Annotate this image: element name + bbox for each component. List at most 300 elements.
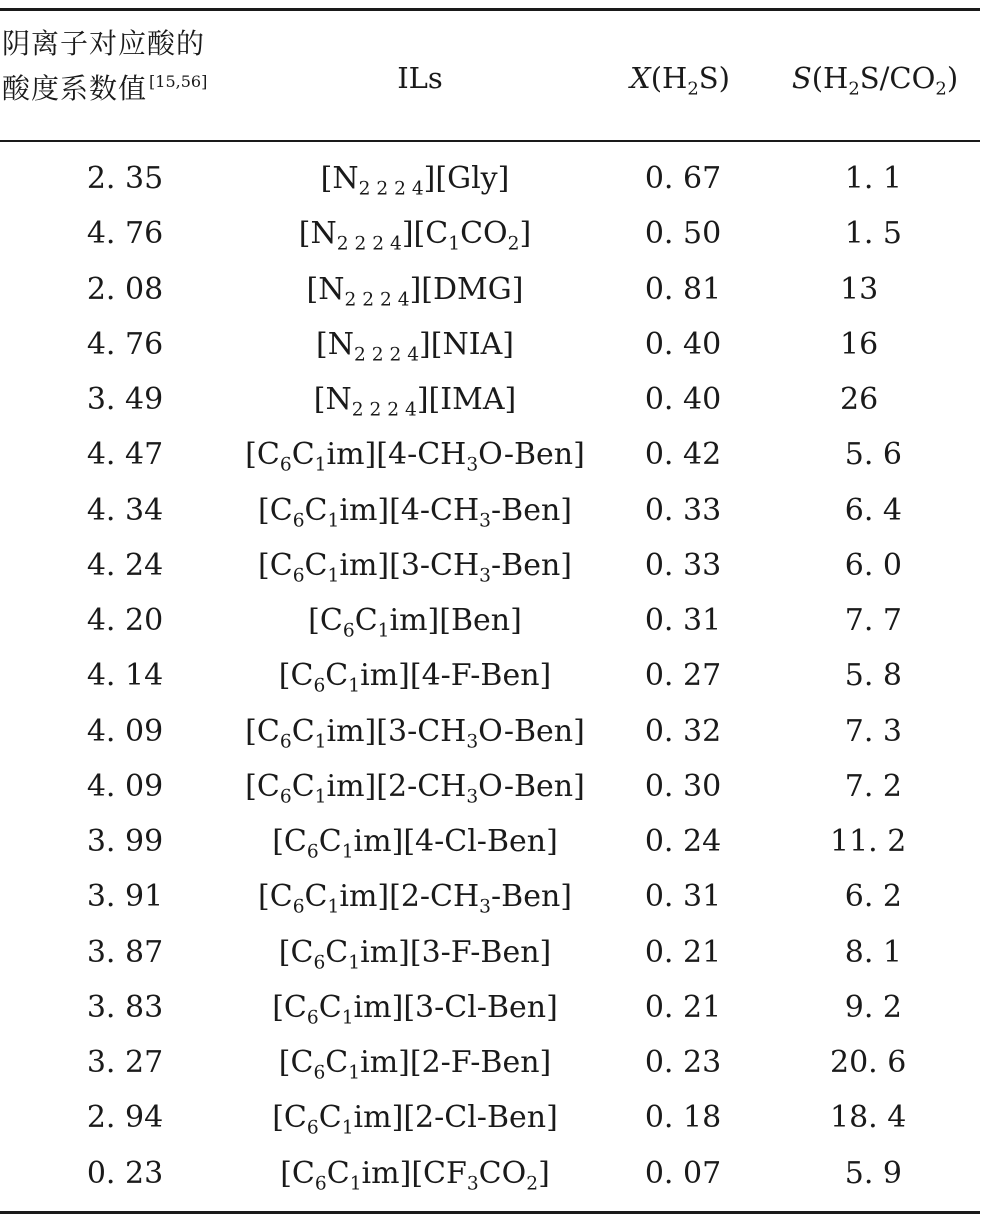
table-row bbox=[0, 319, 992, 374]
table-row bbox=[0, 540, 992, 595]
bracket-open: [ bbox=[409, 934, 422, 970]
selectivity-cell: 11. 2 bbox=[830, 824, 907, 859]
cation-text: im bbox=[326, 768, 365, 804]
ionic-liquid-cell bbox=[215, 824, 615, 863]
bracket-close: ] bbox=[573, 768, 585, 804]
bracket-open: [ bbox=[435, 161, 448, 196]
cation-text: C bbox=[290, 934, 314, 970]
table-row bbox=[0, 1037, 992, 1092]
header-s-h2s-co2 bbox=[770, 56, 980, 100]
header-s-var: S bbox=[791, 61, 812, 95]
table-row bbox=[0, 927, 992, 982]
table-row bbox=[0, 1092, 992, 1147]
pka-cell: 2. 08 bbox=[86, 271, 164, 307]
cation-text: C bbox=[291, 1155, 315, 1191]
bracket-close: ] bbox=[573, 713, 585, 749]
cation-subscript: 6 bbox=[279, 454, 292, 476]
anion-text: 2-Cl-Ben bbox=[415, 1100, 547, 1136]
x-h2s-cell: 0. 42 bbox=[644, 437, 722, 473]
cation-subscript: 1 bbox=[327, 565, 340, 587]
bracket-close: ] bbox=[391, 989, 404, 1025]
bracket-open: [ bbox=[411, 1155, 424, 1191]
ionic-liquid-cell bbox=[215, 382, 615, 421]
bracket-open: [ bbox=[313, 382, 326, 417]
anion-text: 4-CH bbox=[400, 492, 480, 528]
bracket-open: [ bbox=[245, 713, 257, 749]
anion-text: 2-CH bbox=[400, 879, 480, 915]
bracket-close: ] bbox=[560, 879, 572, 915]
bracket-open: [ bbox=[258, 492, 270, 528]
x-h2s-cell: 0. 67 bbox=[644, 161, 722, 196]
cation-text: C bbox=[304, 547, 328, 583]
anion-text: DMG bbox=[433, 271, 512, 307]
header-acidity-reference: [15,56] bbox=[149, 72, 208, 91]
x-h2s-cell: 0. 31 bbox=[644, 603, 722, 638]
bracket-close: ] bbox=[364, 437, 377, 473]
selectivity-cell: 6. 2 bbox=[844, 879, 902, 915]
x-h2s-cell: 0. 50 bbox=[644, 216, 722, 252]
anion-text: IMA bbox=[440, 382, 505, 417]
selectivity-cell: 5. 8 bbox=[844, 658, 902, 694]
bracket-close: ] bbox=[560, 492, 572, 528]
cation-text: C bbox=[325, 934, 349, 970]
ionic-liquid-cell bbox=[215, 658, 615, 697]
header-acidity-constant bbox=[2, 22, 252, 111]
anion-subscript: 3 bbox=[466, 454, 479, 476]
anion-text: 4-Cl-Ben bbox=[415, 824, 547, 859]
cation-text: C bbox=[290, 1045, 314, 1080]
cation-text: im bbox=[339, 547, 378, 583]
header-x-rest: S) bbox=[698, 61, 730, 95]
cation-text: C bbox=[291, 437, 315, 473]
selectivity-cell: 9. 2 bbox=[844, 989, 902, 1025]
bracket-close: ] bbox=[364, 768, 377, 804]
bracket-close: ] bbox=[539, 658, 552, 694]
cation-subscript: 6 bbox=[306, 841, 319, 863]
cation-text: C bbox=[283, 1100, 307, 1136]
cation-text: C bbox=[256, 768, 280, 804]
cation-text: C bbox=[256, 437, 280, 473]
anion-text: O-Ben bbox=[478, 768, 574, 804]
pka-cell: 4. 09 bbox=[86, 768, 164, 804]
bracket-open: [ bbox=[428, 382, 441, 417]
bracket-close: ] bbox=[502, 326, 514, 362]
bracket-close: ] bbox=[539, 1045, 552, 1080]
anion-text: Ben bbox=[450, 603, 511, 638]
bracket-open: [ bbox=[376, 713, 388, 749]
pka-cell: 3. 49 bbox=[86, 382, 164, 417]
bracket-close: ] bbox=[539, 934, 552, 970]
bracket-open: [ bbox=[403, 824, 416, 859]
bracket-open: [ bbox=[245, 437, 257, 473]
x-h2s-cell: 0. 30 bbox=[644, 768, 722, 804]
ionic-liquid-cell bbox=[215, 768, 615, 808]
anion-text: O-Ben bbox=[478, 437, 574, 473]
table-row bbox=[0, 1148, 992, 1203]
cation-text: im bbox=[353, 824, 392, 859]
bracket-open: [ bbox=[272, 824, 284, 859]
anion-subscript: 3 bbox=[479, 565, 492, 587]
bracket-open: [ bbox=[316, 326, 328, 362]
bracket-open: [ bbox=[320, 161, 333, 196]
table-row bbox=[0, 208, 992, 263]
ionic-liquid-cell bbox=[215, 1045, 615, 1084]
pka-cell: 3. 99 bbox=[86, 824, 164, 859]
bracket-close: ] bbox=[497, 161, 510, 196]
pka-cell: 2. 35 bbox=[86, 161, 164, 196]
cation-subscript: 6 bbox=[306, 1117, 319, 1139]
table-row bbox=[0, 871, 992, 926]
selectivity-cell: 8. 1 bbox=[844, 934, 902, 970]
bracket-open: [ bbox=[278, 658, 291, 694]
ionic-liquid-cell bbox=[215, 879, 615, 918]
pka-cell: 4. 24 bbox=[86, 547, 164, 583]
x-h2s-cell: 0. 27 bbox=[644, 658, 722, 694]
pka-cell: 4. 34 bbox=[86, 492, 164, 528]
anion-text: 3-CH bbox=[400, 547, 480, 583]
cation-subscript: 1 bbox=[348, 1062, 361, 1084]
bracket-open: [ bbox=[272, 1100, 284, 1136]
anion-subscript: 3 bbox=[466, 731, 479, 752]
bracket-close: ] bbox=[519, 216, 532, 252]
bracket-open: [ bbox=[439, 603, 451, 638]
cation-text: im bbox=[360, 658, 399, 694]
cation-subscript: 6 bbox=[279, 786, 292, 808]
cation-text: C bbox=[291, 713, 315, 749]
anion-text: CO bbox=[460, 216, 508, 252]
x-h2s-cell: 0. 81 bbox=[644, 271, 722, 307]
bracket-open: [ bbox=[403, 989, 416, 1025]
table-row bbox=[0, 706, 992, 761]
header-s-sub: 2 bbox=[848, 78, 860, 100]
bracket-open: [ bbox=[403, 1100, 416, 1136]
cation-text: im bbox=[326, 713, 365, 749]
selectivity-cell: 7. 7 bbox=[844, 603, 902, 638]
bracket-close: ] bbox=[364, 713, 377, 749]
bracket-open: [ bbox=[389, 547, 401, 583]
ionic-liquid-cell bbox=[215, 161, 615, 200]
pka-cell: 2. 94 bbox=[86, 1100, 164, 1136]
bracket-open: [ bbox=[280, 1155, 292, 1191]
cation-subscript: 1 bbox=[349, 1173, 362, 1194]
anion-text: CO bbox=[478, 1155, 527, 1191]
table-row bbox=[0, 153, 992, 208]
cation-text: C bbox=[269, 879, 293, 915]
selectivity-cell: 7. 2 bbox=[844, 768, 902, 804]
table-row bbox=[0, 374, 992, 429]
cation-text: C bbox=[318, 824, 342, 859]
table-header-rule bbox=[0, 140, 980, 142]
cation-subscript: 6 bbox=[279, 731, 292, 752]
bracket-close: ] bbox=[538, 1155, 550, 1191]
cation-subscript: 1 bbox=[327, 896, 340, 918]
selectivity-cell: 1. 1 bbox=[844, 161, 902, 196]
anion-text: NIA bbox=[442, 326, 503, 362]
cation-text: C bbox=[354, 603, 378, 638]
selectivity-cell: 6. 4 bbox=[844, 492, 902, 528]
bracket-open: [ bbox=[413, 216, 426, 252]
header-x-var: X bbox=[630, 61, 651, 95]
selectivity-cell: 18. 4 bbox=[830, 1100, 907, 1136]
bracket-close: ] bbox=[427, 603, 440, 638]
bracket-close: ] bbox=[399, 1155, 412, 1191]
ionic-liquid-cell bbox=[215, 216, 615, 255]
cation-text: C bbox=[325, 1045, 349, 1080]
cation-subscript: 1 bbox=[327, 510, 340, 531]
selectivity-cell: 5. 6 bbox=[844, 437, 902, 473]
cation-subscript: 6 bbox=[292, 565, 305, 587]
cation-text: N bbox=[327, 326, 354, 362]
cation-text: C bbox=[318, 989, 342, 1025]
cation-text: im bbox=[339, 879, 378, 915]
cation-text: C bbox=[304, 879, 328, 915]
bracket-close: ] bbox=[377, 879, 390, 915]
bracket-close: ] bbox=[416, 382, 429, 417]
cation-text: im bbox=[353, 1100, 392, 1136]
anion-subscript: 2 bbox=[526, 1173, 539, 1194]
selectivity-cell: 6. 0 bbox=[844, 547, 902, 583]
selectivity-cell: 5. 9 bbox=[844, 1155, 902, 1191]
header-x-open: ( bbox=[650, 61, 663, 95]
pka-cell: 4. 09 bbox=[86, 713, 164, 749]
table-row bbox=[0, 982, 992, 1037]
bracket-open: [ bbox=[278, 934, 291, 970]
bracket-open: [ bbox=[298, 216, 311, 252]
bracket-open: [ bbox=[409, 658, 422, 694]
anion-text: 4-CH bbox=[387, 437, 467, 473]
bracket-open: [ bbox=[389, 492, 401, 528]
anion-subscript: 1 bbox=[448, 233, 461, 255]
anion-text: 3-Cl-Ben bbox=[415, 989, 547, 1025]
cation-subscript: 6 bbox=[313, 1062, 326, 1084]
header-x-h2s bbox=[600, 56, 760, 100]
cation-text: C bbox=[283, 989, 307, 1025]
ionic-liquid-cell bbox=[215, 1155, 615, 1194]
bracket-open: [ bbox=[376, 768, 388, 804]
table-body bbox=[0, 153, 992, 1203]
cation-text: im bbox=[326, 437, 365, 473]
pka-cell: 4. 20 bbox=[86, 603, 164, 638]
bracket-close: ] bbox=[546, 824, 558, 859]
cation-text: im bbox=[353, 989, 392, 1025]
header-s-sub2: 2 bbox=[935, 78, 947, 100]
bracket-open: [ bbox=[258, 879, 270, 915]
anion-text: 3-F-Ben bbox=[421, 934, 540, 970]
cation-subscript: 1 bbox=[348, 952, 361, 973]
bracket-close: ] bbox=[377, 492, 390, 528]
bracket-close: ] bbox=[504, 382, 517, 417]
cation-subscript: 6 bbox=[313, 675, 326, 697]
ionic-liquid-cell bbox=[215, 271, 615, 310]
cation-subscript: 1 bbox=[348, 675, 361, 697]
bracket-close: ] bbox=[409, 271, 422, 307]
table-row bbox=[0, 816, 992, 871]
table-row bbox=[0, 595, 992, 650]
cation-text: im bbox=[360, 1045, 399, 1080]
table-top-rule bbox=[0, 8, 980, 11]
cation-text: C bbox=[325, 658, 349, 694]
header-acidity-line1: 阴离子对应酸的 bbox=[2, 27, 206, 60]
pka-cell: 0. 23 bbox=[86, 1155, 164, 1191]
selectivity-cell: 20. 6 bbox=[830, 1045, 907, 1080]
x-h2s-cell: 0. 40 bbox=[644, 382, 722, 417]
anion-text: -Ben bbox=[491, 492, 561, 528]
x-h2s-cell: 0. 33 bbox=[644, 547, 722, 583]
cation-subscript: 6 bbox=[313, 952, 326, 973]
bracket-open: [ bbox=[409, 1045, 422, 1080]
ionic-liquid-cell bbox=[215, 603, 615, 642]
selectivity-cell: 7. 3 bbox=[844, 713, 902, 749]
ionic-liquid-cell bbox=[215, 326, 615, 366]
cation-text: im bbox=[339, 492, 378, 528]
cation-text: C bbox=[291, 768, 315, 804]
selectivity-cell: 26 bbox=[840, 382, 879, 417]
cation-text: N bbox=[310, 216, 337, 252]
table-row bbox=[0, 429, 992, 484]
x-h2s-cell: 0. 40 bbox=[644, 326, 722, 362]
ionic-liquid-cell bbox=[215, 989, 615, 1029]
cation-subscript: 1 bbox=[377, 620, 390, 642]
header-ils: ILs bbox=[397, 61, 443, 95]
cation-subscript: 1 bbox=[341, 1117, 354, 1139]
table-row bbox=[0, 761, 992, 816]
cation-subscript: 1 bbox=[314, 454, 327, 476]
cation-text: im bbox=[361, 1155, 400, 1191]
header-s-close: ) bbox=[946, 61, 959, 95]
bracket-open: [ bbox=[278, 1045, 291, 1080]
pka-cell: 4. 76 bbox=[86, 216, 164, 252]
x-h2s-cell: 0. 21 bbox=[644, 934, 722, 970]
anion-text: -Ben bbox=[491, 547, 561, 583]
bracket-open: [ bbox=[245, 768, 257, 804]
cation-text: im bbox=[360, 934, 399, 970]
cation-subscript: 2 2 2 4 bbox=[351, 399, 417, 421]
pka-cell: 3. 27 bbox=[86, 1045, 164, 1080]
bracket-open: [ bbox=[306, 271, 319, 307]
anion-text: 2-CH bbox=[387, 768, 467, 804]
bracket-close: ] bbox=[511, 271, 524, 307]
anion-text: -Ben bbox=[491, 879, 561, 915]
cation-subscript: 6 bbox=[314, 1173, 327, 1194]
x-h2s-cell: 0. 31 bbox=[644, 879, 722, 915]
ionic-liquid-cell bbox=[215, 547, 615, 587]
table-row bbox=[0, 650, 992, 705]
table-row bbox=[0, 485, 992, 540]
cation-text: C bbox=[290, 658, 314, 694]
selectivity-cell: 13 bbox=[840, 271, 879, 307]
bracket-open: [ bbox=[308, 603, 320, 638]
x-h2s-cell: 0. 32 bbox=[644, 713, 722, 749]
x-h2s-cell: 0. 18 bbox=[644, 1100, 722, 1136]
pka-cell: 3. 87 bbox=[86, 934, 164, 970]
ionic-liquid-cell bbox=[215, 713, 615, 752]
pka-cell: 3. 91 bbox=[86, 879, 164, 915]
anion-subscript: 3 bbox=[466, 786, 479, 808]
ionic-liquid-cell bbox=[215, 437, 615, 476]
cation-text: C bbox=[269, 492, 293, 528]
cation-text: C bbox=[256, 713, 280, 749]
cation-subscript: 1 bbox=[314, 731, 327, 752]
anion-subscript: 3 bbox=[479, 896, 492, 918]
bracket-close: ] bbox=[546, 1100, 558, 1136]
bracket-open: [ bbox=[421, 271, 433, 307]
x-h2s-cell: 0. 24 bbox=[644, 824, 722, 859]
ionic-liquid-cell bbox=[215, 492, 615, 531]
cation-subscript: 6 bbox=[306, 1007, 319, 1029]
bracket-open: [ bbox=[376, 437, 388, 473]
anion-text: 4-F-Ben bbox=[421, 658, 540, 694]
cation-text: C bbox=[318, 1100, 342, 1136]
ionic-liquid-cell bbox=[215, 934, 615, 973]
header-x-sym: H bbox=[662, 61, 688, 95]
header-x-sub: 2 bbox=[687, 78, 699, 100]
anion-subscript: 3 bbox=[466, 1173, 479, 1194]
cation-text: C bbox=[304, 492, 328, 528]
bracket-close: ] bbox=[398, 934, 410, 970]
cation-text: N bbox=[325, 382, 352, 417]
pka-cell: 4. 14 bbox=[86, 658, 164, 694]
pka-cell: 4. 76 bbox=[86, 326, 164, 362]
anion-text: Gly bbox=[447, 161, 498, 196]
selectivity-cell: 16 bbox=[840, 326, 879, 362]
bracket-open: [ bbox=[430, 326, 443, 362]
cation-text: C bbox=[269, 547, 293, 583]
x-h2s-cell: 0. 07 bbox=[644, 1155, 722, 1191]
pka-cell: 4. 47 bbox=[86, 437, 164, 473]
cation-subscript: 6 bbox=[292, 896, 305, 918]
bracket-close: ] bbox=[510, 603, 522, 638]
bracket-close: ] bbox=[419, 326, 431, 362]
cation-subscript: 1 bbox=[314, 786, 327, 808]
bracket-open: [ bbox=[258, 547, 270, 583]
cation-subscript: 1 bbox=[341, 1007, 354, 1029]
cation-text: im bbox=[389, 603, 428, 638]
cation-text: N bbox=[318, 271, 345, 307]
anion-subscript: 3 bbox=[479, 510, 492, 531]
cation-text: N bbox=[332, 161, 359, 196]
cation-subscript: 2 2 2 4 bbox=[358, 178, 424, 200]
ionic-liquid-cell bbox=[215, 1100, 615, 1139]
anion-text: 3-CH bbox=[387, 713, 467, 749]
bracket-close: ] bbox=[560, 547, 572, 583]
pka-cell: 3. 83 bbox=[86, 989, 164, 1025]
cation-text: C bbox=[319, 603, 343, 638]
x-h2s-cell: 0. 21 bbox=[644, 989, 722, 1025]
anion-text: O-Ben bbox=[478, 713, 574, 749]
bracket-close: ] bbox=[391, 1100, 404, 1136]
x-h2s-cell: 0. 23 bbox=[644, 1045, 722, 1080]
bracket-close: ] bbox=[573, 437, 585, 473]
bracket-close: ] bbox=[398, 658, 410, 694]
cation-subscript: 2 2 2 4 bbox=[353, 344, 420, 366]
anion-text: CF bbox=[423, 1155, 467, 1191]
header-s-sym: H bbox=[823, 61, 849, 95]
cation-text: C bbox=[326, 1155, 350, 1191]
bracket-close: ] bbox=[398, 1045, 410, 1080]
bracket-close: ] bbox=[423, 161, 436, 196]
table-row bbox=[0, 264, 992, 319]
bracket-close: ] bbox=[391, 824, 404, 859]
bracket-open: [ bbox=[272, 989, 284, 1025]
selectivity-cell: 1. 5 bbox=[844, 216, 902, 252]
x-h2s-cell: 0. 33 bbox=[644, 492, 722, 528]
bracket-open: [ bbox=[389, 879, 401, 915]
cation-subscript: 2 2 2 4 bbox=[344, 289, 410, 310]
cation-subscript: 1 bbox=[341, 841, 354, 863]
bracket-close: ] bbox=[401, 216, 414, 252]
cation-subscript: 2 2 2 4 bbox=[336, 233, 402, 255]
header-s-mid: S/CO bbox=[859, 61, 936, 95]
